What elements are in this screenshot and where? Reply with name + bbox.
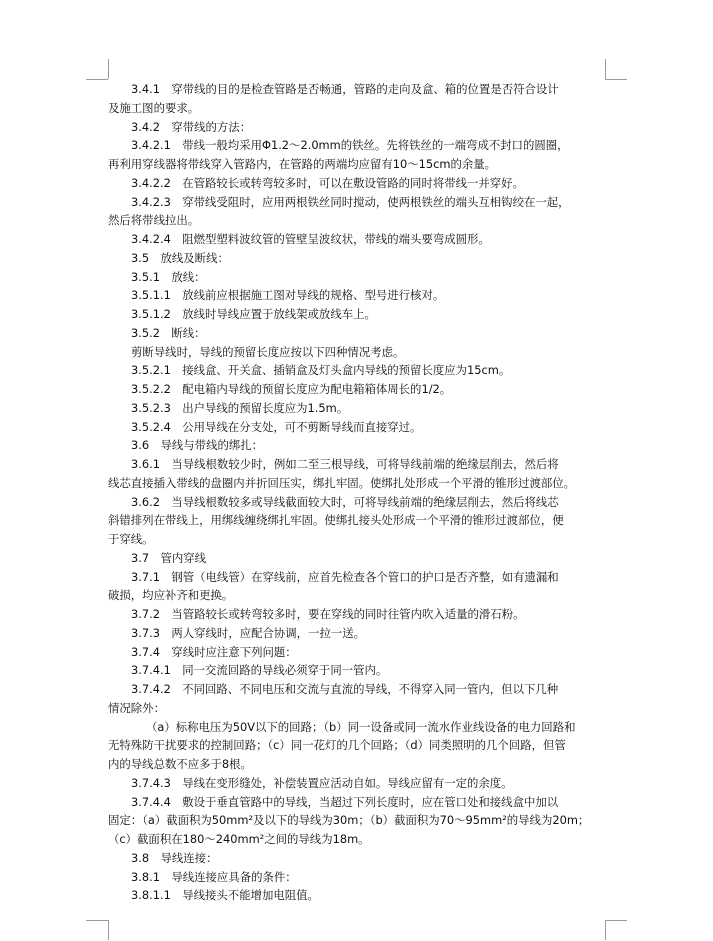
crop-mark-top-right: [605, 59, 606, 79]
paragraph-line: 3.7.4.2 不同回路、不同电压和交流与直流的导线，不得穿入同一管内，但以下几种: [131, 682, 559, 696]
crop-mark-top-left: [108, 59, 109, 79]
paragraph-line: 3.6.1 当导线根数较少时，例如二至三根导线，可将导线前端的绝缘层削去，然后将: [131, 457, 559, 471]
paragraph-line: 于穿线。: [108, 532, 154, 546]
paragraph-line: 3.4.2.3 穿带线受阻时，应用两根铁丝同时搅动，使两根铁丝的端头互相钩绞在一起，: [131, 194, 570, 209]
paragraph-line: 3.5.2 断线：: [131, 325, 206, 340]
paragraph-line: 然后将带线拉出。: [108, 213, 200, 228]
paragraph-line: 3.7.2 当管路较长或转弯较多时，要在穿线的同时往管内吹入适量的滑石粉。: [131, 607, 525, 621]
paragraph-line: 3.7.4.4 敷设于垂直管路中的导线，当超过下列长度时，应在管口处和接线盒中加以: [131, 794, 559, 809]
paragraph-line: 3.5.1.1 放线前应根据施工图对导线的规格、型号进行核对。: [131, 288, 445, 303]
paragraph-line: （a）标称电压为50V以下的回路；（b）同一设备或同一流水作业线设备的电力回路和: [146, 719, 576, 734]
paragraph-line: 及施工图的要求。: [108, 100, 200, 115]
paragraph-line: 3.5.2.4 公用导线在分支处，可不剪断导线而直接穿过。: [131, 419, 422, 434]
paragraph-line: 3.4.2.4 阻燃型塑料波纹管的管壁呈波纹状，带线的端头要弯成圆形。: [131, 232, 490, 246]
paragraph-line: 3.7.3 两人穿线时，应配合协调，一拉一送。: [131, 625, 366, 640]
paragraph-line: 3.7.4.1 同一交流回路的导线必须穿于同一管内。: [131, 663, 388, 678]
paragraph-line: （c）截面积在180～240mm²之间的导线为18m。: [108, 832, 370, 846]
paragraph-line: 剪断导线时，导线的预留长度应按以下四种情况考虑。: [131, 344, 405, 359]
paragraph-line: 3.7.4 穿线时应注意下列问题：: [131, 644, 297, 659]
paragraph-line: 3.4.2.2 在管路较长或转弯较多时，可以在敷设管路的同时将带线一并穿好。: [131, 175, 524, 190]
paragraph-line: 3.4.2.1 带线一般均采用Φ1.2～2.0mm的铁丝。先将铁丝的一端弯成不封口的圆圈，: [131, 138, 569, 153]
paragraph-line: 3.8.1 导线连接应具备的条件：: [131, 869, 297, 884]
paragraph-line: 3.7.1 钢管（电线管）在穿线前，应首先检查各个管口的护口是否齐整，如有遗漏和: [131, 569, 559, 584]
paragraph-line: 3.5.2.1 接线盒、开关盒、插销盒及灯头盒内导线的预留长度应为15cm。: [131, 363, 511, 378]
paragraph-line: 无特殊防干扰要求的控制回路；（c）同一花灯的几个回路；（d）同类照明的几个回路，但管: [108, 738, 566, 753]
crop-mark-bottom-left: [86, 920, 108, 921]
paragraph-line: 3.8.1.1 导线接头不能增加电阻值。: [131, 888, 319, 903]
paragraph-line: 再利用穿线器将带线穿入管路内，在管路的两端均应留有10～15cm的余量。: [108, 157, 497, 171]
paragraph-line: 破损，均应补齐和更换。: [108, 588, 234, 603]
paragraph-line: 3.5.1.2 放线时导线应置于放线架或放线车上。: [131, 307, 376, 321]
document-body: [108, 80, 608, 905]
crop-mark-bottom-right: [605, 920, 627, 921]
paragraph-line: 3.4.1 穿带线的目的是检查管路是否畅通，管路的走向及盒、箱的位置是否符合设计: [131, 82, 559, 96]
paragraph-line: 3.6.2 当导线根数较多或导线截面较大时，可将导线前端的绝缘层削去，然后将线芯: [131, 494, 559, 509]
crop-mark-top-right: [605, 79, 627, 80]
section-heading: 3.6 导线与带线的绑扎：: [131, 438, 264, 453]
section-heading: 3.8 导线连接：: [131, 850, 218, 865]
section-heading: 3.7 管内穿线: [131, 550, 207, 565]
crop-mark-top-left: [86, 79, 108, 80]
paragraph-line: 3.5.2.2 配电箱内导线的预留长度应为配电箱箱体周长的1/2。: [131, 382, 452, 396]
paragraph-line: 3.7.4.3 导线在变形缝处，补偿装置应活动自如。导线应留有一定的余度。: [131, 775, 513, 790]
paragraph-line: 斜错排列在带线上，用绑线缠绕绑扎牢固。使绑扎接头处形成一个平滑的锥形过渡部位，便: [108, 513, 564, 528]
paragraph-line: 线芯直接插入带线的盘圈内并折回压实，绑扎牢固。使绑扎处形成一个平滑的锥形过渡部位。: [108, 475, 576, 490]
paragraph-line: 固定：（a）截面积为50mm²及以下的导线为30m；（b）截面积为70～95mm²的导线为20m；: [108, 813, 590, 828]
paragraph-line: 3.5.1 放线：: [131, 269, 206, 284]
paragraph-line: 内的导线总数不应多于8根。: [108, 757, 252, 771]
paragraph-line: 3.4.2 穿带线的方法：: [131, 119, 252, 134]
crop-mark-bottom-right: [605, 920, 606, 940]
section-heading: 3.5 放线及断线：: [131, 250, 229, 265]
crop-mark-bottom-left: [108, 920, 109, 940]
paragraph-line: 情况除外：: [108, 700, 165, 715]
paragraph-line: 3.5.2.3 出户导线的预留长度应为1.5m。: [131, 400, 349, 415]
